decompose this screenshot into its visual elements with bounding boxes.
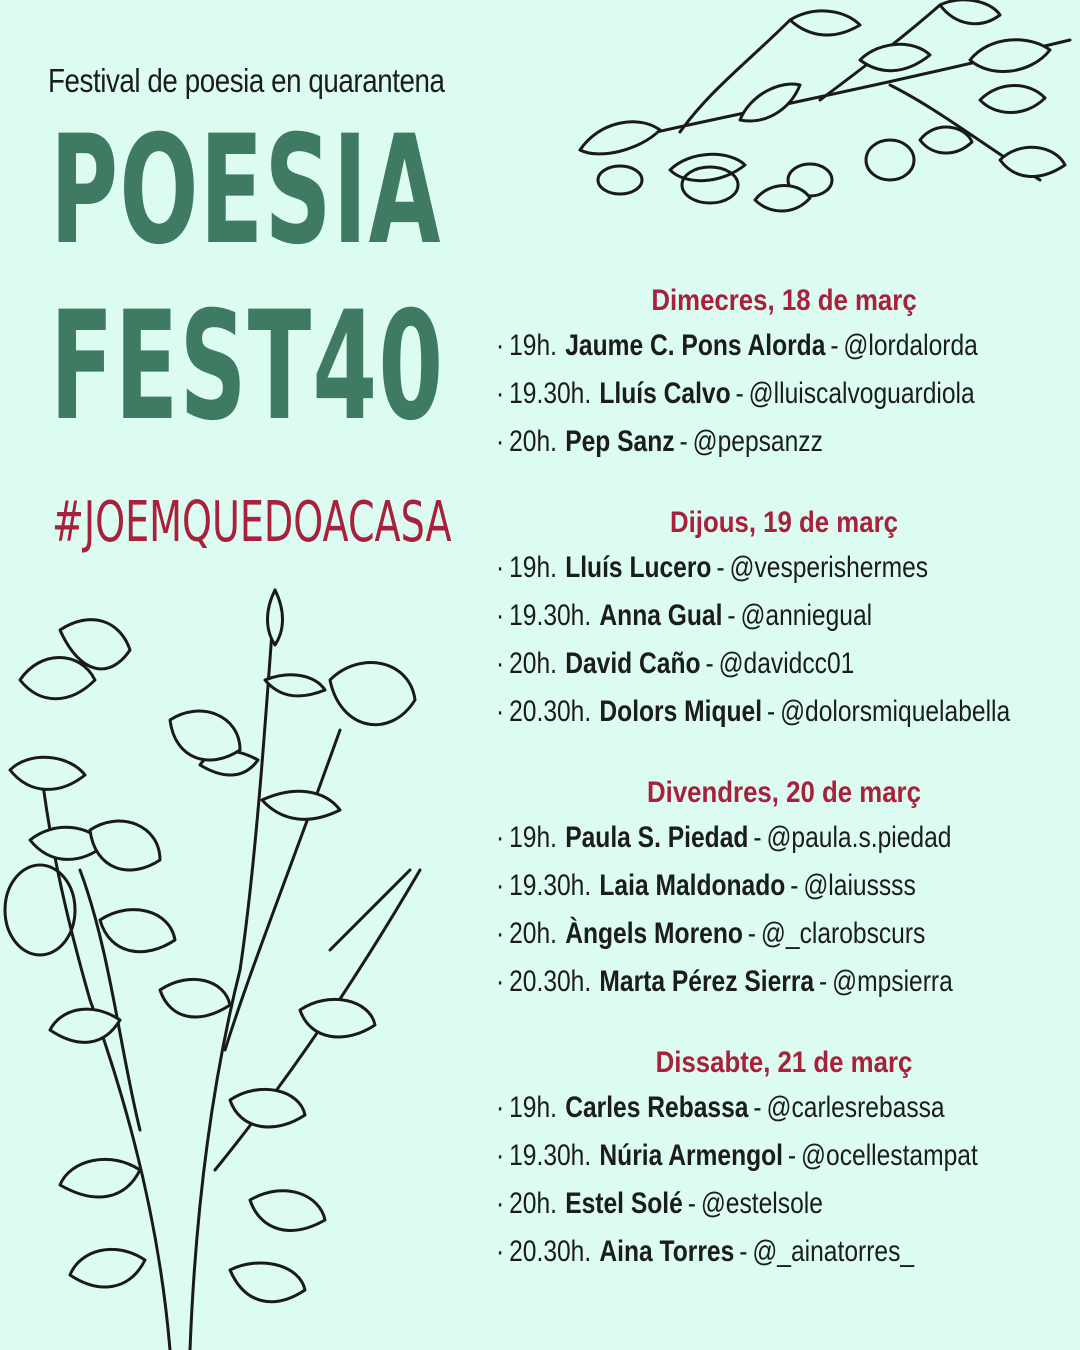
- entry-time: 20.30h.: [509, 965, 592, 998]
- poet-handle: @davidcc01: [718, 647, 855, 680]
- schedule-entry: [496, 910, 975, 958]
- poet-name: Marta Pérez Sierra: [599, 965, 815, 998]
- bullet: ·: [496, 1235, 505, 1268]
- entry-time: 19h.: [509, 329, 558, 362]
- bullet: ·: [496, 1139, 505, 1172]
- separator: -: [705, 647, 714, 680]
- schedule-entry: [496, 814, 975, 862]
- bullet: ·: [496, 551, 505, 584]
- poet-name: Anna Gual: [599, 599, 723, 632]
- separator: -: [830, 329, 839, 362]
- bullet: ·: [496, 1091, 505, 1124]
- poet-handle: @mpsierra: [832, 965, 953, 998]
- schedule: [496, 280, 1080, 1312]
- festival-subtitle: Festival de poesia en quarantena: [48, 62, 445, 99]
- day-block: [496, 280, 1080, 466]
- poet-name: Dolors Miquel: [599, 695, 763, 728]
- entry-time: 19h.: [509, 1091, 558, 1124]
- bullet: ·: [496, 377, 505, 410]
- entry-time: 19.30h.: [509, 377, 592, 410]
- poet-name: Jaume C. Pons Alorda: [565, 329, 826, 362]
- poet-handle: @anniegual: [740, 599, 873, 632]
- bullet: ·: [496, 917, 505, 950]
- poet-handle: @_ainatorres_: [752, 1235, 915, 1268]
- poet-name: David Caño: [565, 647, 701, 680]
- bullet: ·: [496, 965, 505, 998]
- bullet: ·: [496, 1187, 505, 1220]
- separator: -: [727, 599, 736, 632]
- schedule-entry: [496, 1084, 975, 1132]
- day-block: [496, 502, 1080, 736]
- poet-handle: @_clarobscurs: [760, 917, 926, 950]
- separator: -: [747, 917, 757, 950]
- schedule-entry: [496, 688, 1011, 736]
- schedule-entry: [496, 862, 975, 910]
- poet-name: Paula S. Piedad: [565, 821, 749, 854]
- bullet: ·: [496, 647, 505, 680]
- day-block: [496, 1042, 1080, 1276]
- poet-handle: @estelsole: [700, 1187, 823, 1220]
- bullet: ·: [496, 821, 505, 854]
- separator: -: [766, 695, 776, 728]
- schedule-entry: [496, 1180, 975, 1228]
- poet-handle: @laiussss: [803, 869, 916, 902]
- schedule-entry: [496, 322, 978, 370]
- entry-time: 19.30h.: [509, 599, 592, 632]
- poet-name: Aina Torres: [599, 1235, 735, 1268]
- separator: -: [687, 1187, 696, 1220]
- day-title: Dimecres, 18 de març: [651, 284, 917, 317]
- schedule-entry: [496, 544, 975, 592]
- bullet: ·: [496, 599, 505, 632]
- separator: -: [739, 1235, 748, 1268]
- poet-name: Carles Rebassa: [565, 1091, 749, 1124]
- poet-handle: @carlesrebassa: [766, 1091, 945, 1124]
- day-title: Dijous, 19 de març: [669, 506, 898, 539]
- bullet: ·: [496, 695, 505, 728]
- poet-handle: @lluiscalvoguardiola: [748, 377, 975, 410]
- entry-time: 19h.: [509, 821, 558, 854]
- poet-handle: @paula.s.piedad: [766, 821, 952, 854]
- bullet: ·: [496, 425, 505, 458]
- bullet: ·: [496, 869, 505, 902]
- day-title: Dissabte, 21 de març: [655, 1046, 913, 1079]
- separator: -: [790, 869, 799, 902]
- festival-title-line2: FEST40: [50, 280, 445, 454]
- schedule-entry: [496, 418, 975, 466]
- entry-time: 19.30h.: [509, 869, 592, 902]
- day-title: Divendres, 20 de març: [647, 776, 921, 809]
- entry-time: 20h.: [509, 917, 558, 950]
- entry-time: 19h.: [509, 551, 558, 584]
- poet-name: Estel Solé: [565, 1187, 683, 1220]
- poet-handle: @lordalorda: [843, 329, 978, 362]
- schedule-entry: [496, 592, 975, 640]
- poet-name: Àngels Moreno: [565, 917, 743, 950]
- entry-time: 20h.: [509, 425, 558, 458]
- separator: -: [716, 551, 725, 584]
- poet-handle: @vesperishermes: [729, 551, 929, 584]
- poet-name: Laia Maldonado: [599, 869, 786, 902]
- entry-time: 20h.: [509, 647, 558, 680]
- schedule-entry: [496, 958, 975, 1006]
- flowering-plant-illustration: [0, 570, 470, 1350]
- separator: -: [787, 1139, 797, 1172]
- poet-handle: @ocellestampat: [801, 1139, 978, 1172]
- separator: -: [753, 1091, 762, 1124]
- bullet: ·: [496, 329, 505, 362]
- poet-name: Núria Armengol: [599, 1139, 784, 1172]
- entry-time: 19.30h.: [509, 1139, 592, 1172]
- separator: -: [735, 377, 744, 410]
- entry-time: 20.30h.: [509, 695, 592, 728]
- schedule-entry: [496, 370, 975, 418]
- separator: -: [753, 821, 762, 854]
- day-block: [496, 772, 1080, 1006]
- poet-name: Lluís Calvo: [599, 377, 731, 410]
- flowering-branch-illustration: [560, 0, 1080, 250]
- poet-name: Pep Sanz: [565, 425, 675, 458]
- separator: -: [819, 965, 828, 998]
- entry-time: 20.30h.: [509, 1235, 592, 1268]
- schedule-entry: [496, 1228, 975, 1276]
- poet-name: Lluís Lucero: [565, 551, 712, 584]
- poet-handle: @dolorsmiquelabella: [780, 695, 1011, 728]
- entry-time: 20h.: [509, 1187, 558, 1220]
- schedule-entry: [496, 1132, 978, 1180]
- hashtag: #JOEMQUEDOACASA: [52, 490, 452, 555]
- poet-handle: @pepsanzz: [692, 425, 823, 458]
- schedule-entry: [496, 640, 975, 688]
- festival-title-line1: POESIA: [50, 104, 442, 278]
- separator: -: [679, 425, 688, 458]
